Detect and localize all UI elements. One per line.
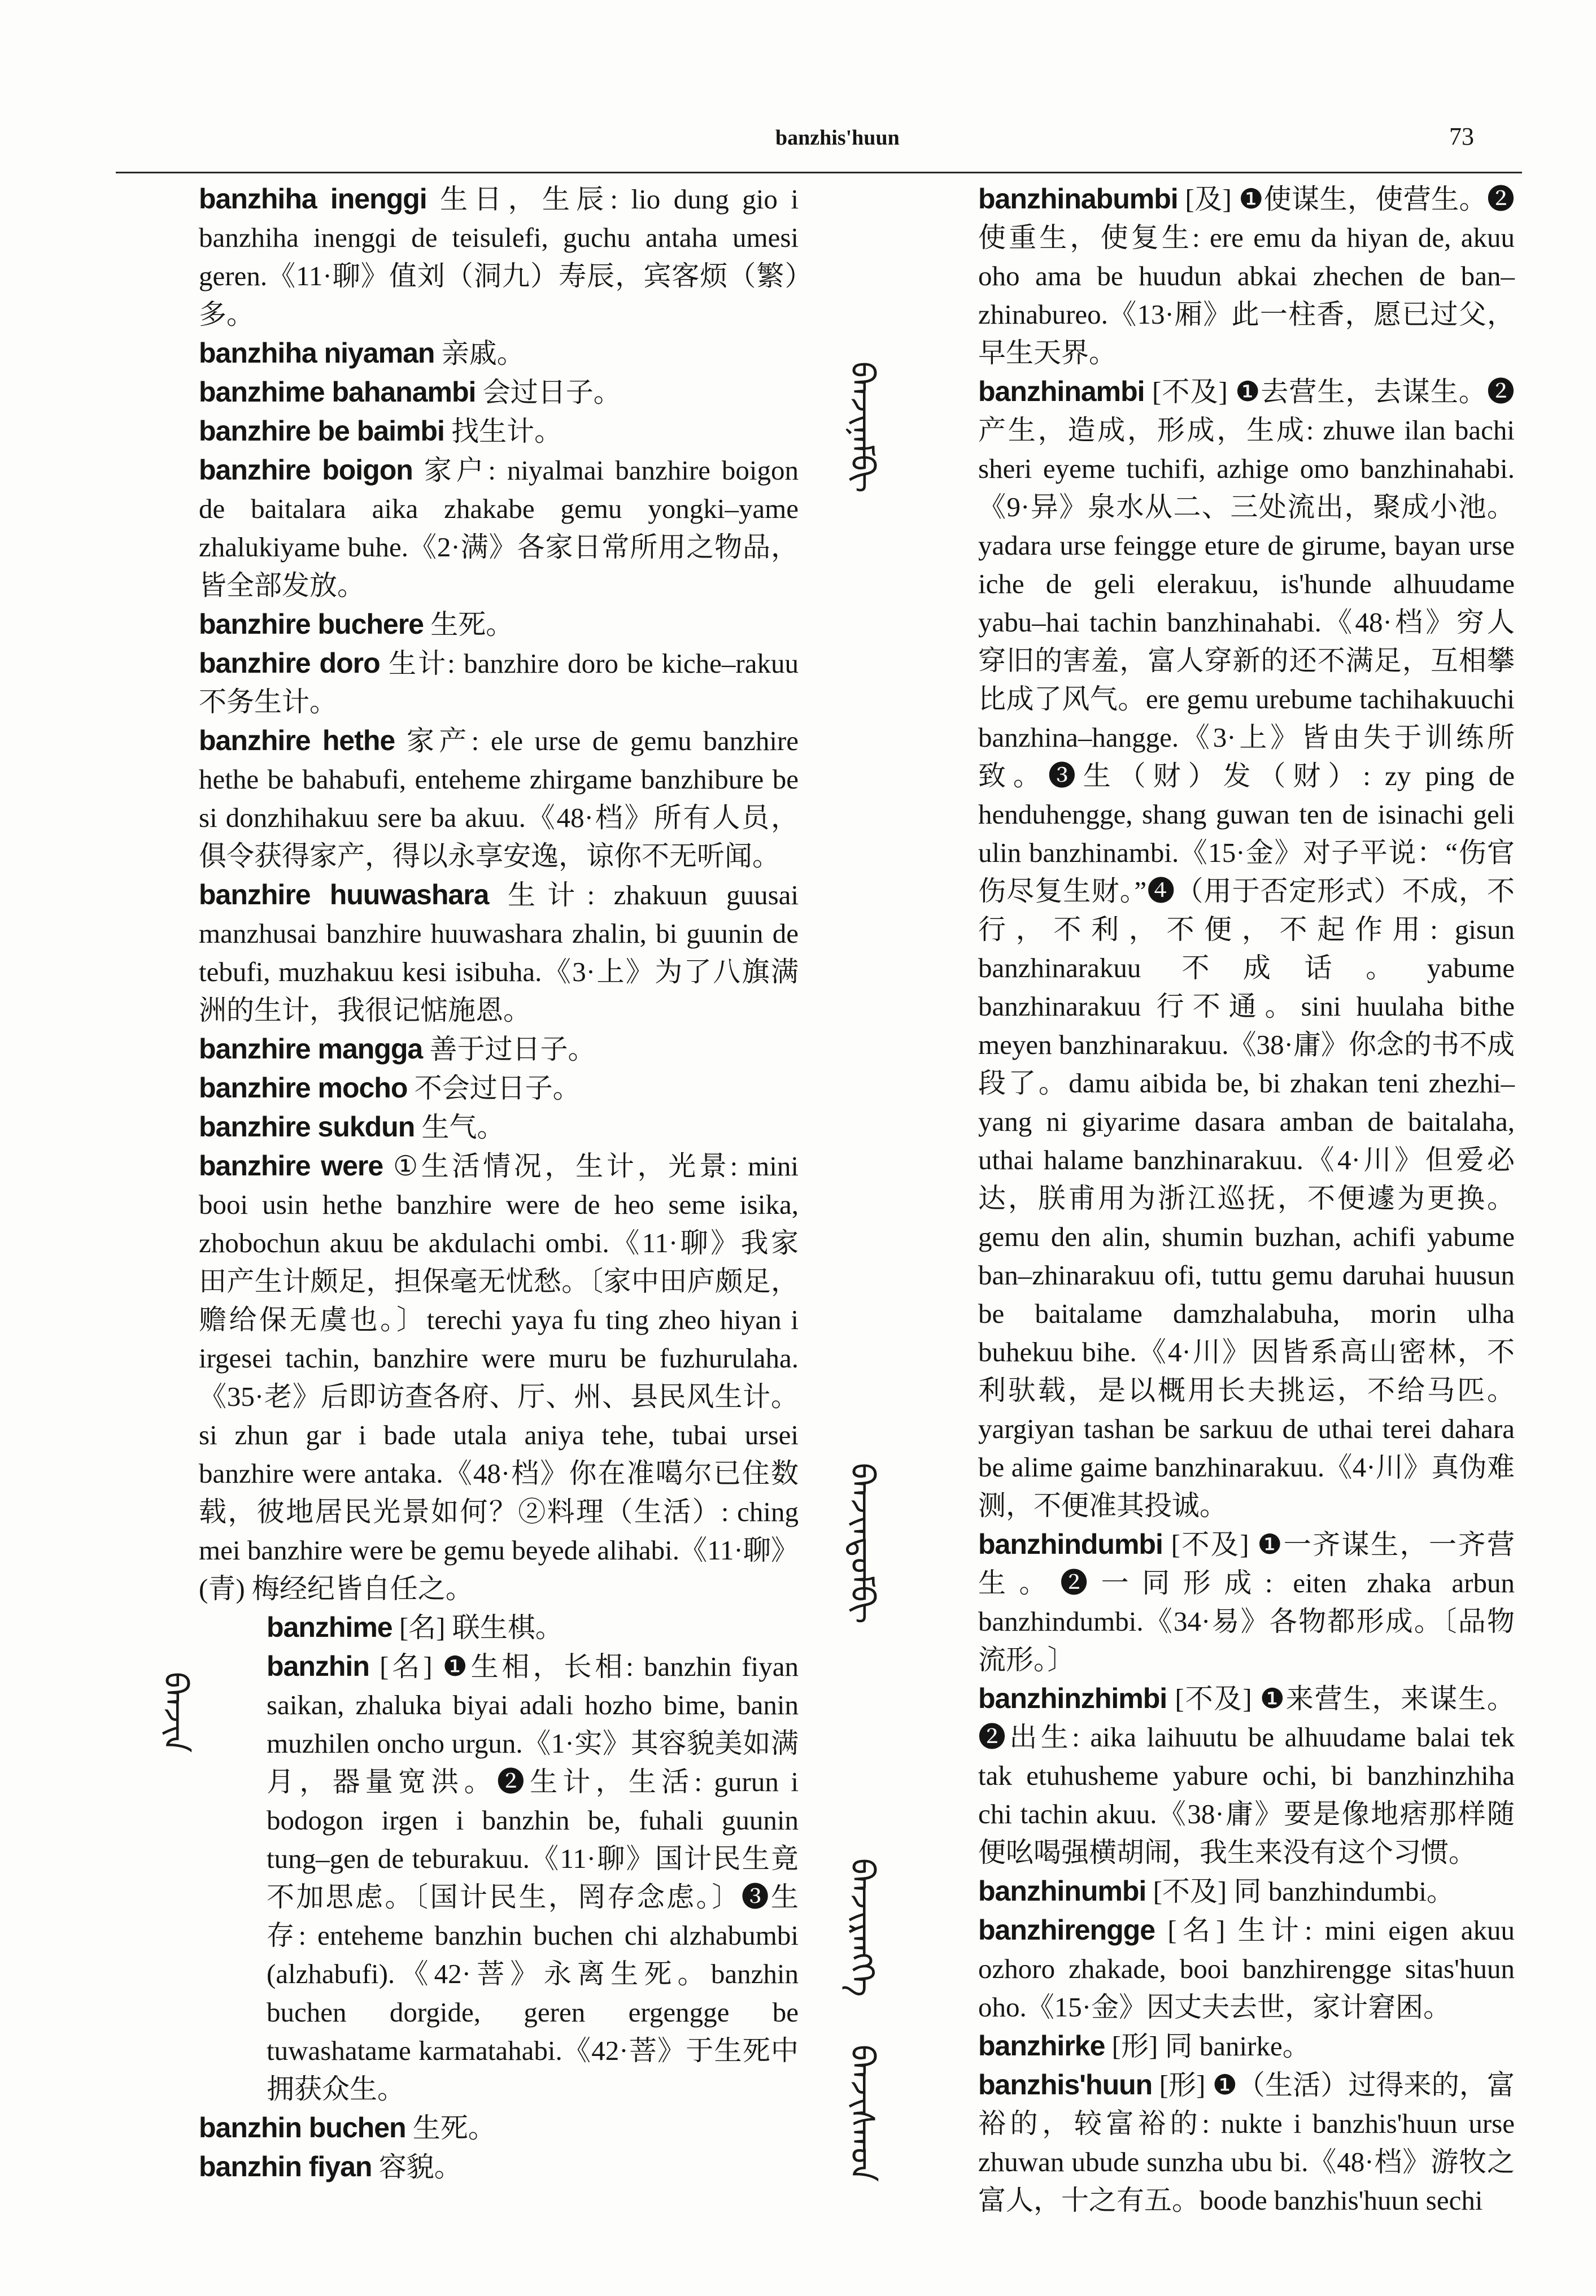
dictionary-entry (199, 180, 799, 334)
dictionary-entry (199, 334, 799, 373)
dictionary-entry (199, 875, 799, 1030)
part-of-speech: [形] (1111, 2031, 1158, 2062)
dictionary-entry (910, 1679, 1515, 1872)
dictionary-entry (910, 1525, 1515, 1679)
entry-definition: 生计: mini eigen akuu ozhoro zhakade, booi banzhirengge sitas'huun oho.《15·金》因丈夫去世，家计窘困。 (978, 1915, 1515, 2023)
part-of-speech: [名] (1167, 1915, 1226, 1946)
dictionary-entry (199, 1108, 799, 1147)
dictionary-entry (199, 644, 799, 721)
entry-definition: ❶一齐谋生，一齐营生。❷一同形成: eiten zhaka arbun banzhindumbi.《34·易》各物都形成。〔品物流形。〕 (978, 1529, 1515, 1675)
entry-definition: 同 banirke。 (1165, 2031, 1310, 2062)
entry-headword: banzhirke (978, 2030, 1105, 2062)
entry-headword: banzhire buchere (199, 608, 424, 640)
right-column (910, 180, 1515, 2220)
entry-headword: banzhire huuwashara (199, 879, 489, 910)
entry-headword: banzhinumbi (978, 1875, 1146, 1907)
entry-definition: ❶去营生，去谋生。❷产生，造成，形成，生成: zhuwe ilan bachi sheri eyeme tuchifi, azhige omo banzhinahabi.《9·异》泉水从二、三处流出，聚成小池。yadara urse feingge eture de girume, bayan urse iche de geli elerakuu, is'hunde alhuudame yabu–hai tachin banzhinahabi.《48·档》穷人穿旧的害羞，富人穿新的还不满足，互相攀比成了风气。ere gemu urebume tachihakuuchi banzhina–hangge.《3·上》皆由失于训练所致。❸生（财）发（财）: zy ping de henduhengge, shang guwan ten de isinachi geli ulin banzhinambi.《15·金》对子平说：“伤官伤尽复生财。”❹（用于否定形式）不成，不行，不利，不便，不起作用: gisun banzhinarakuu 不成话。yabume banzhinarakuu 行不通。sini huulaha bithe meyen banzhinarakuu.《38·庸》你念的书不成段了。damu aibida be, bi zhakan teni zhezhi–yang ni giyarime dasara amban de baitalaha, uthai halame banzhinarakuu.《4·川》但爱必达，朕甫用为浙江巡抚，不便遽为更换。gemu den alin, shumin buzhan, achifi yabume ban–zhinarakuu ofi, tuttu gemu daruhai huusun be baitalame damzhalabuha, morin ulha buhekuu bihe.《4·川》因皆系高山密林，不利驮载，是以概用长夫挑运，不给马匹。yargiyan tashan be sarkuu de uthai terei dahara be alime gaime banzhinarakuu.《4·川》真伪难测，不便准其投诚。 (978, 376, 1515, 1521)
entry-definition: 善于过日子。 (429, 1034, 596, 1065)
left-column (199, 180, 799, 2186)
entry-headword: banzhiha niyaman (199, 337, 435, 369)
entry-headword: banzhin fiyan (199, 2151, 372, 2182)
entry-definition: 生日，生辰: lio dung gio i banzhiha inengɡi de teisulefi, guchu antaha umesi geren.《11·聊》值刘（洞九）寿辰，宾客烦（繁）多。 (199, 184, 799, 330)
dictionary-entry (199, 1608, 799, 1647)
part-of-speech: [不及] (1175, 1683, 1252, 1714)
entry-headword: banzhinabumbi (978, 183, 1178, 215)
dictionary-entry (199, 1647, 799, 2108)
manchu-script-margin-label: ᠪᠠᠨᠵᠢᠨᠠᠮᠪᠢ (843, 361, 882, 493)
entry-definition: 家户: niyalmai banzhire boigon de baitalara aika zhakabe gemu yongki–yame zhalukiyame buhe.《2·满》各家日常所用之物品，皆全部发放。 (199, 455, 799, 601)
part-of-speech: [名] (380, 1651, 433, 1682)
running-head: banzhis'huun (775, 126, 900, 150)
entry-definition: ❶来营生，来谋生。❷出生: aika laihuutu be alhuudame balai tek tak etuhusheme yabure ochi, bi banzhinzhiha chi tachin akuu.《38·庸》要是像地痞那样随便吆喝强横胡闹，我生来没有这个习惯。 (978, 1683, 1515, 1868)
entry-headword: banzhirengge (978, 1914, 1155, 1946)
entry-headword: banzhire be baimbi (199, 415, 444, 447)
entry-definition: ❶使谋生，使营生。❷使重生，使复生: ere emu da hiyan de, akuu oho ama be huudun abkai zhechen de ban–zhinabureo.《13·厢》此一柱香，愿已过父，早生天界。 (978, 184, 1515, 368)
entry-definition: 生计: banzhire doro be kiche–rakuu 不务生计。 (199, 648, 799, 717)
entry-headword: banzhire mangga (199, 1033, 423, 1065)
entry-headword: banzhire boigon (199, 454, 413, 486)
entry-definition: 生计: zhakuun guusai manzhusai banzhire huuwashara zhalin, bi guunin de tebufi, muzhakuu kesi isibuha.《3·上》为了八旗满洲的生计，我很记惦施恩。 (199, 879, 799, 1026)
entry-definition: ❶生相，长相: banzhin fiyan saikan, zhaluka biyai adali hozho bime, banin muzhilen oncho urgun.《1·实》其容貌美如满月，器量宽洪。❷生计，生活: gurun i bodogon irgen i banzhin be, fuhali guunin tung–gen de teburakuu.《11·聊》国计民生竟不加思虑。〔国计民生，罔存念虑。〕❸生存: enteheme banzhin buchen chi alzhabumbi (alzhabufi).《42·菩》永离生死。banzhin buchen dorgide, geren ergengge be tuwashatame karmatahabi.《42·菩》于生死中拥获众生。 (267, 1651, 799, 2105)
manchu-script-margin-label: ᠪᠠᠨᠵᠢᠨᠳᠤᠮᠪᠢ (843, 1463, 882, 1624)
dictionary-entry (199, 1147, 799, 1608)
entry-definition: 联生棋。 (452, 1612, 563, 1643)
dictionary-entry (199, 373, 799, 412)
entry-definition: 不会过日子。 (414, 1073, 581, 1104)
dictionary-entry (910, 1872, 1515, 1911)
part-of-speech: [名] (399, 1612, 446, 1643)
manchu-script-margin-label: ᠪᠠᠨᠵᠢᠷᠡᠩᠭᠡ (843, 1858, 882, 1997)
entry-definition: ❶（生活）过得来的，富裕的，较富裕的: nukte i banzhis'huun urse zhuwan ubude sunzha ubu bi.《48·档》游牧之富人，十之有五。boode banzhis'huun sechi (978, 2070, 1515, 2216)
part-of-speech: [不及] (1153, 1876, 1227, 1907)
entry-headword: banzhire doro (199, 647, 380, 679)
dictionary-entry (910, 180, 1515, 372)
entry-definition: 容貌。 (378, 2151, 462, 2182)
part-of-speech: [不及] (1152, 376, 1228, 407)
entry-headword: banzhin buchen (199, 2112, 406, 2143)
entry-headword: banzhire hethe (199, 725, 395, 756)
manchu-script-margin-label: ᠪᠠᠨᠵᠢᠰᠬᠤᠨ (843, 2045, 882, 2182)
entry-headword: banzhire sukdun (199, 1111, 415, 1143)
entry-definition: 找生计。 (451, 416, 562, 447)
dictionary-entry (199, 2147, 799, 2186)
dictionary-entry (910, 372, 1515, 1525)
entry-definition: 家产: ele urse de gemu banzhire hethe be bahabufi, enteheme zhirgame banzhibure be si donzhihakuu sere ba akuu.《48·档》所有人员，俱令获得家产，得以永享安逸，谅你不无听闻。 (199, 725, 799, 872)
dictionary-entry (199, 605, 799, 644)
entry-definition: 会过日子。 (482, 377, 621, 408)
entry-headword: banzhis'huun (978, 2069, 1153, 2101)
dictionary-entry (199, 2108, 799, 2147)
part-of-speech: [不及] (1171, 1529, 1249, 1560)
entry-definition: 亲戚。 (441, 338, 525, 369)
dictionary-entry (910, 1911, 1515, 2027)
dictionary-entry (199, 451, 799, 605)
dictionary-entry (199, 1030, 799, 1069)
entry-headword: banzhin (267, 1650, 369, 1682)
entry-headword: banzhire were (199, 1150, 383, 1182)
entry-definition: 同 banzhindumbi。 (1233, 1876, 1455, 1907)
entry-headword: banzhindumbi (978, 1528, 1163, 1560)
entry-headword: banzhime (267, 1611, 393, 1643)
entry-headword: banzhire mocho (199, 1072, 408, 1104)
entry-headword: banzhinambi (978, 376, 1145, 407)
entry-definition: ①生活情况，生计，光景: mini booi usin hethe banzhire were de heo seme isika, zhobochun akuu be akdulachi ombi.《11·聊》我家田产生计颇足，担保毫无忧愁。〔家中田庐颇足，赡给保无虞也。〕terechi yaya fu ting zheo hiyan i irgesei tachin, banzhire were muru be fuzhurulaha.《35·老》后即访查各府、厅、州、县民风生计。si zhun gar i bade utala aniya tehe, tubai ursei banzhire were antaka.《48·档》你在准噶尔已住数载，彼地居民光景如何？②料理（生活）: ching mei banzhire were be gemu beyede alihabi.《11·聊》(青) 梅经纪皆自任之。 (199, 1151, 799, 1604)
entry-definition: 生死。 (430, 609, 514, 640)
entry-headword: banzhiha inengɡi (199, 183, 427, 215)
page-number: 73 (1449, 123, 1474, 150)
dictionary-entry (910, 2027, 1515, 2066)
dictionary-entry (199, 721, 799, 875)
dictionary-entry (199, 412, 799, 451)
part-of-speech: [形] (1159, 2070, 1206, 2101)
manchu-script-margin-label: ᠪᠠᠨᠵᠢᠨ (156, 1672, 195, 1753)
entry-definition: 生死。 (412, 2112, 496, 2143)
part-of-speech: [及] (1185, 184, 1232, 215)
entry-headword: banzhime bahanambi (199, 376, 476, 408)
dictionary-entry (199, 1069, 799, 1108)
entry-headword: banzhinzhimbi (978, 1683, 1167, 1714)
dictionary-entry (910, 2066, 1515, 2220)
header-rule (116, 172, 1522, 173)
entry-definition: 生气。 (421, 1112, 505, 1143)
